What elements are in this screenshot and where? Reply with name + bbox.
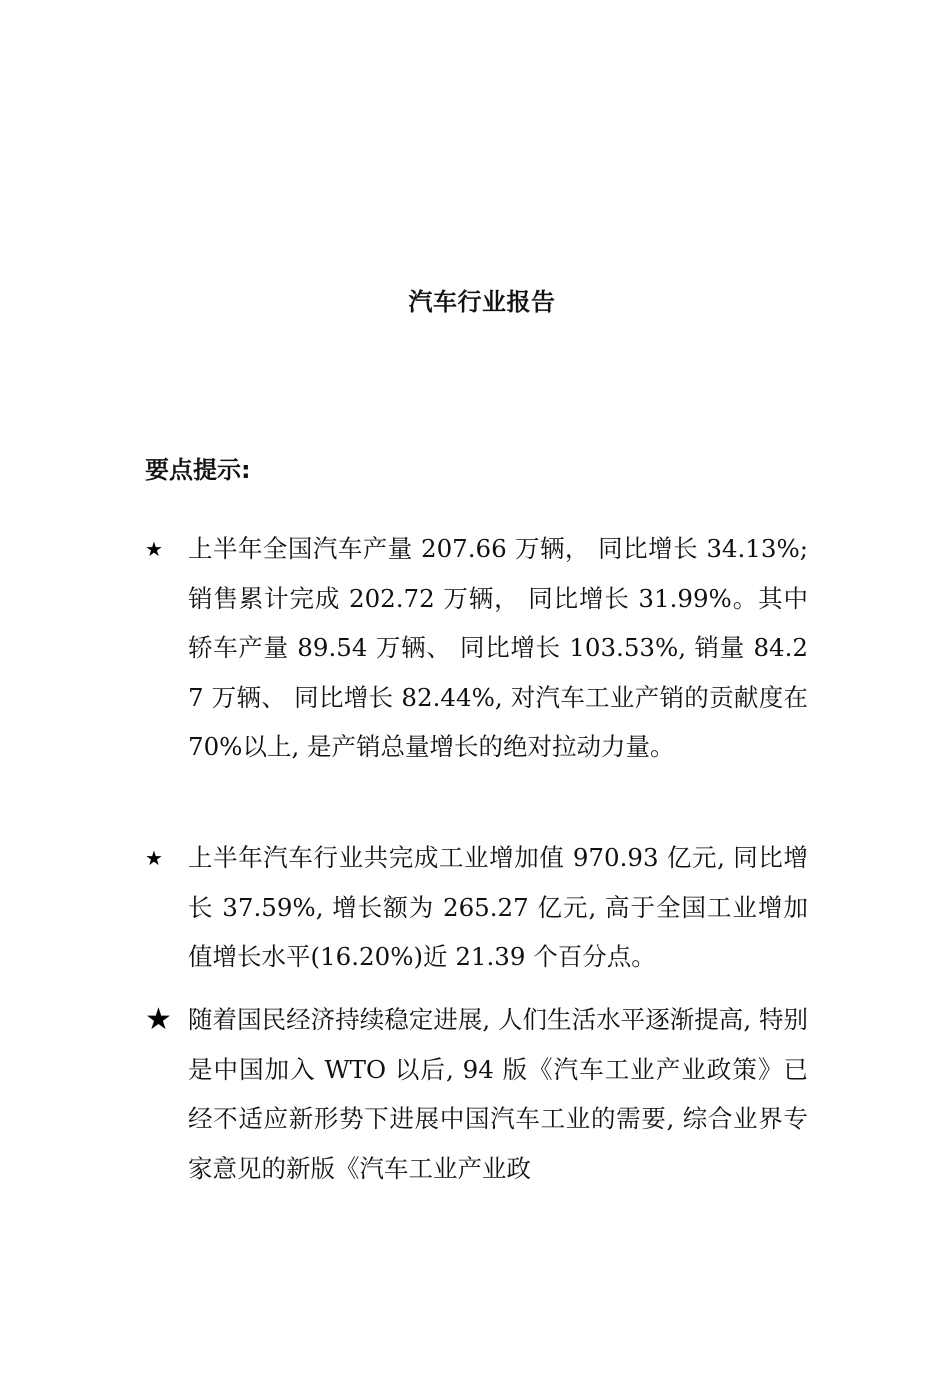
star-bullet-icon: ★ [145, 1002, 172, 1037]
bullet-text: 上半年汽车行业共完成工业增加值 970.93 亿元, 同比增长 37.59%, 增长额为 265.27 亿元, 高于全国工业增加值增长水平(16.20%)近 21.39 个百分点。 [188, 843, 808, 971]
bullet-item [145, 524, 815, 772]
star-bullet-icon: ★ [145, 537, 163, 561]
bullet-item [145, 833, 815, 982]
document-title: 汽车行业报告 [408, 288, 556, 316]
star-bullet-icon: ★ [145, 846, 163, 870]
bullet-text: 随着国民经济持续稳定进展, 人们生活水平逐渐提高, 特别是中国加入 WTO 以后, 94 版《汽车工业产业政策》已经不适应新形势下进展中国汽车工业的需要, 综合业界专家意见的新版《汽车工业产业政 [188, 1005, 808, 1183]
bullet-item [145, 995, 815, 1193]
section-heading: 要点提示: [145, 456, 251, 484]
bullet-text: 上半年全国汽车产量 207.66 万辆， 同比增长 34.13%; 销售累计完成 202.72 万辆， 同比增长 31.99%。其中轿车产量 89.54 万辆、 同比增长 103.53%, 销量 84.27 万辆、 同比增长 82.44%, 对汽车工业产销的贡献度在 70%以上, 是产销总量增长的绝对拉动力量。 [188, 534, 808, 761]
